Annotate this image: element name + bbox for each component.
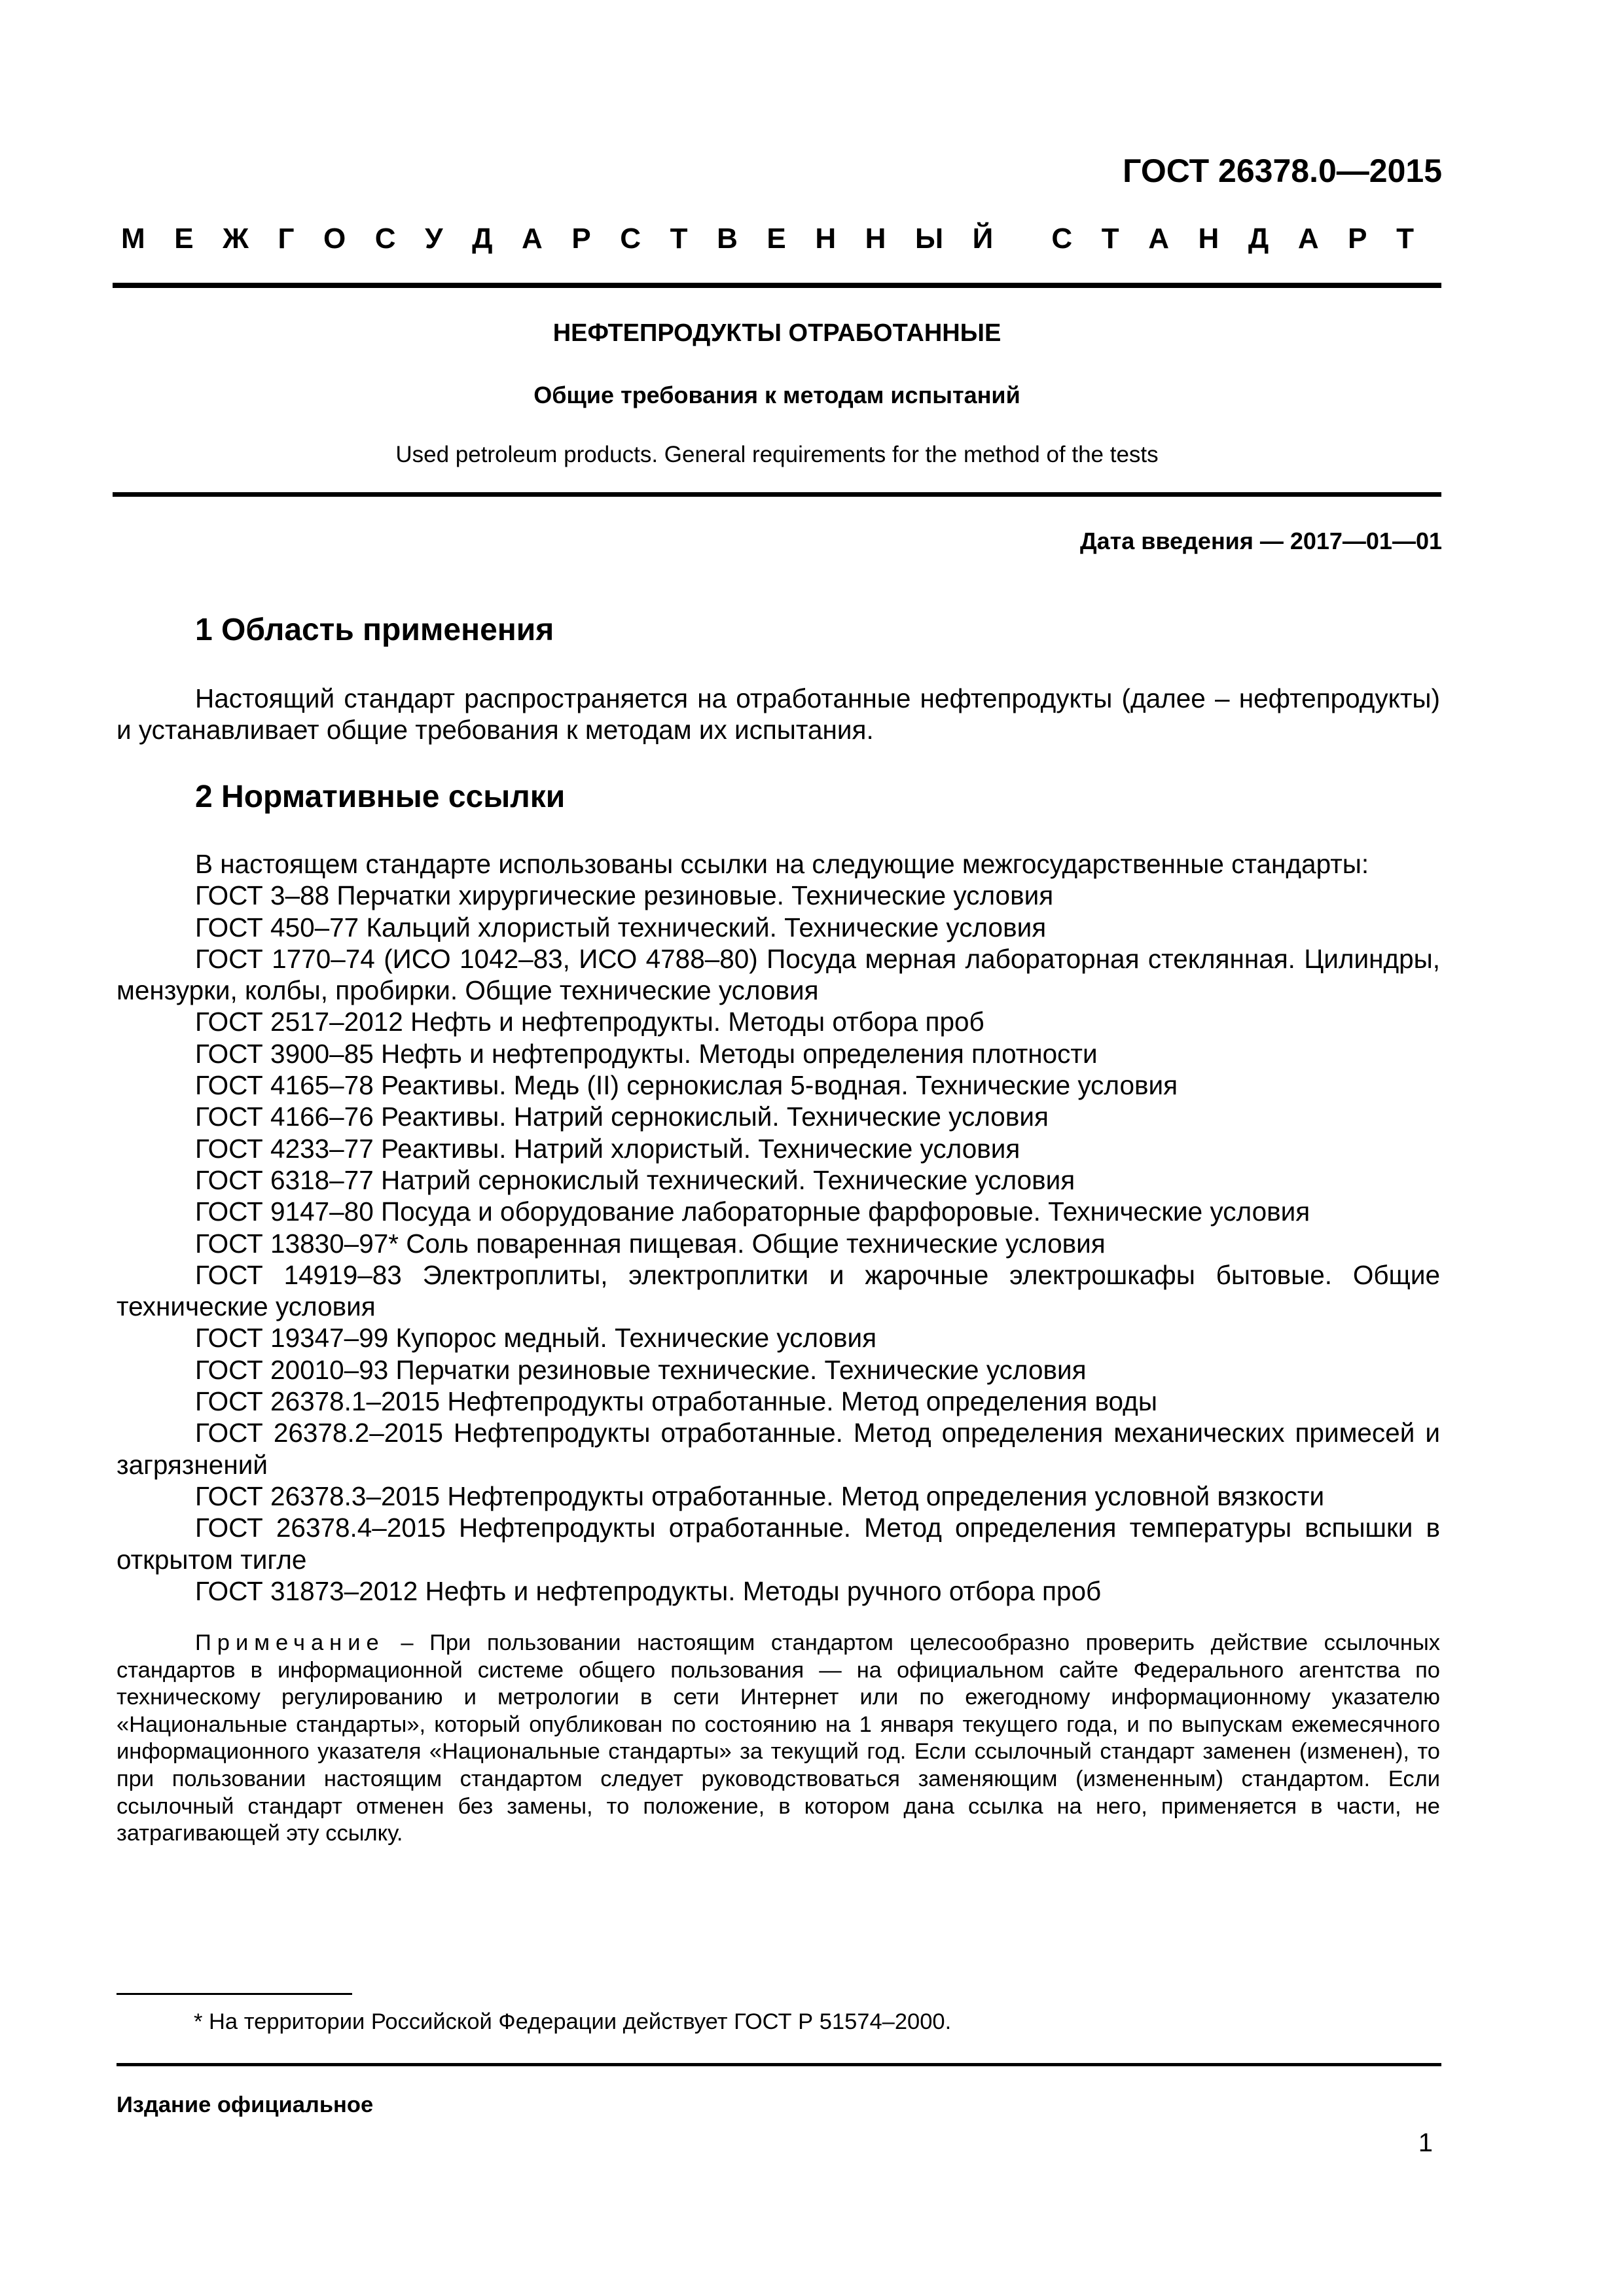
standard-type-letter: Т (1396, 223, 1414, 255)
reference-item: ГОСТ 20010–93 Перчатки резиновые технические. Технические условия (195, 1354, 1087, 1385)
title-block (113, 319, 1441, 468)
reference-item: ГОСТ 2517–2012 Нефть и нефтепродукты. Методы отбора проб (195, 1007, 984, 1037)
section-1-body (117, 683, 1440, 746)
reference-item: ГОСТ 9147–80 Посуда и оборудование лабораторные фарфоровые. Технические условия (195, 1196, 1310, 1227)
reference-item: ГОСТ 4166–76 Реактивы. Натрий сернокислый. Технические условия (195, 1102, 1049, 1132)
reference-item: ГОСТ 31873–2012 Нефть и нефтепродукты. Методы ручного отбора проб (195, 1575, 1102, 1606)
standard-type-letter: Е (174, 223, 194, 255)
reference-item: ГОСТ 26378.4–2015 Нефтепродукты отработанные. Метод определения температуры вспышки в открытом тигле (117, 1513, 1440, 1575)
standard-type-letter: Н (1198, 223, 1219, 255)
standard-type-letter: А (1148, 223, 1169, 255)
standard-type-letter: У (425, 223, 443, 255)
reference-item: ГОСТ 26378.1–2015 Нефтепродукты отработанные. Метод определения воды (195, 1386, 1157, 1417)
reference-item: ГОСТ 3900–85 Нефть и нефтепродукты. Методы определения плотности (195, 1038, 1098, 1069)
footer-divider (117, 2063, 1441, 2066)
section-2-heading: 2 Нормативные ссылки (195, 780, 566, 814)
references-intro: В настоящем стандарте использованы ссылки на следующие межгосударственные стандарты: (195, 849, 1369, 879)
standard-type-letter: Ж (223, 223, 249, 255)
document-subtitle: Общие требования к методам испытаний (533, 382, 1020, 408)
page-number: 1 (1418, 2128, 1433, 2157)
document-number: ГОСТ 26378.0—2015 (1123, 152, 1442, 189)
standard-type-letter: О (323, 223, 346, 255)
standard-type-letter: Н (865, 223, 886, 255)
standard-type-letter: Н (815, 223, 837, 255)
reference-item: ГОСТ 1770–74 (ИСО 1042–83, ИСО 4788–80) Посуда мерная лабораторная стеклянная. Цилиндры, мензурки, колбы, пробирки. Общие технические условия (117, 943, 1440, 1006)
reference-item: ГОСТ 19347–99 Купорос медный. Технические условия (195, 1323, 877, 1354)
note-text: – При пользовании настоящим стандартом целесообразно проверить действие ссылочных стандартов в информационной системе общего пользования — на официальном сайте Федерального агентства по техническому регулированию и метрологии в сети Интернет или по ежегодному информационному указателю «Национальные стандарты», который опубликован по состоянию на 1 января текущего года, и по выпускам ежемесячного информационного указателя «Национальные стандарты» за текущий год. Если ссылочный стандарт заменен (изменен), то при пользовании настоящим стандартом следует руководствоваться заменяющим (измененным) стандартом. Если ссылочный стандарт отменен без замены, то положение, в котором дана ссылка на него, применяется в части, не затрагивающей эту ссылку. (117, 1630, 1440, 1846)
reference-item: ГОСТ 26378.3–2015 Нефтепродукты отработанные. Метод определения условной вязкости (195, 1480, 1325, 1511)
standard-type-letter: В (717, 223, 738, 255)
introduction-date: Дата введения — 2017—01—01 (1079, 528, 1442, 554)
reference-item: ГОСТ 450–77 Кальций хлористый технический. Технические условия (195, 912, 1047, 942)
reference-item: ГОСТ 4165–78 Реактивы. Медь (II) сернокислая 5-водная. Технические условия (195, 1070, 1178, 1101)
footnote-divider (117, 1993, 352, 1995)
standard-type-letter: Т (670, 223, 688, 255)
standard-type-letter: С (374, 223, 396, 255)
section-1-paragraph: Настоящий стандарт распространяется на отработанные нефтепродукты (далее – нефтепродукты) и устанавливает общие требования к методам их испытания. (117, 683, 1440, 745)
reference-item: ГОСТ 4233–77 Реактивы. Натрий хлористый. Технические условия (195, 1133, 1020, 1164)
footnote: * На территории Российской Федерации действует ГОСТ Р 51574–2000. (194, 2009, 952, 2034)
edition-label: Издание официальное (117, 2092, 374, 2117)
standard-type-letter: Д (1248, 223, 1269, 255)
document-title: НЕФТЕПРОДУКТЫ ОТРАБОТАННЫЕ (552, 319, 1001, 347)
standard-type-letter: А (522, 223, 543, 255)
title-divider (113, 492, 1441, 497)
standard-type-letter: Й (972, 223, 994, 255)
english-title: Used petroleum products. General requirements for the method of the tests (395, 442, 1159, 467)
standard-type-letter: Р (1348, 223, 1367, 255)
standard-type-heading (121, 223, 1414, 255)
standard-type-letter: Е (767, 223, 786, 255)
references-list (117, 848, 1440, 1607)
note-label: Примечание (195, 1630, 385, 1655)
standard-type-letter: Ы (915, 223, 944, 255)
standard-type-letter: А (1297, 223, 1319, 255)
standard-type-letter: Р (571, 223, 591, 255)
reference-item: ГОСТ 6318–77 Натрий сернокислый технический. Технические условия (195, 1164, 1075, 1195)
reference-item: ГОСТ 13830–97* Соль поваренная пищевая. Общие технические условия (195, 1228, 1106, 1259)
reference-item: ГОСТ 3–88 Перчатки хирургические резиновые. Технические условия (195, 880, 1054, 911)
header-divider (113, 283, 1441, 288)
standard-type-letter: М (121, 223, 145, 255)
standard-type-letter: Т (1101, 223, 1119, 255)
reference-item: ГОСТ 26378.2–2015 Нефтепродукты отработанные. Метод определения механических примесей и загрязнений (117, 1418, 1440, 1480)
standard-type-letter: С (1051, 223, 1073, 255)
standard-type-letter: Г (278, 223, 295, 255)
note-paragraph (117, 1630, 1440, 1848)
standard-type-letter: Д (472, 223, 493, 255)
section-1-heading: 1 Область применения (195, 613, 554, 647)
standard-type-letter: С (620, 223, 641, 255)
reference-item: ГОСТ 14919–83 Электроплиты, электроплитки и жарочные электрошкафы бытовые. Общие технические условия (117, 1259, 1440, 1322)
